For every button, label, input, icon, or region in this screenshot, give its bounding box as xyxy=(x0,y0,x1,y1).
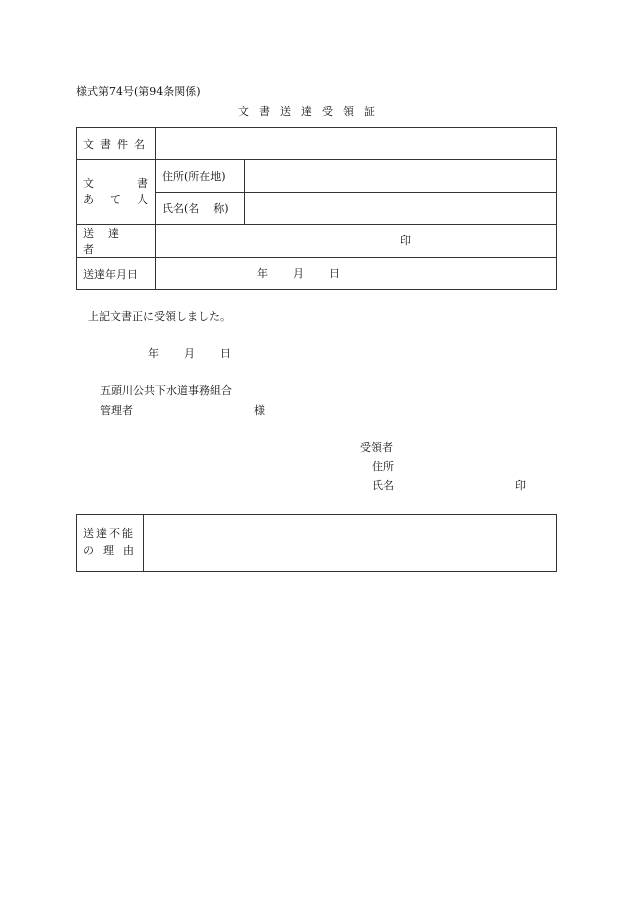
received-statement: 上記文書正に受領しました。 xyxy=(88,310,231,323)
sender-seal: 印 xyxy=(400,234,411,247)
date-row xyxy=(77,258,557,290)
reason-label-line1: 送達不能 xyxy=(83,527,135,540)
reason-field[interactable] xyxy=(144,515,557,572)
manager-label: 管理者 xyxy=(100,404,133,417)
reason-label-char: 理 xyxy=(103,544,114,557)
recipient-address-row xyxy=(77,160,557,193)
recipient-label-char: あ xyxy=(83,193,94,206)
receiver-name-label: 氏名 xyxy=(372,479,394,492)
receipt-year: 年 xyxy=(148,347,159,360)
document-title: 文書送達受領証 xyxy=(238,105,385,118)
manager-honorific: 様 xyxy=(254,404,265,417)
form-reference: 様式第74号(第94条関係) xyxy=(76,85,201,98)
date-year: 年 xyxy=(257,267,268,280)
doc-name-row xyxy=(77,128,557,160)
name-label-part: 称) xyxy=(213,202,229,216)
recipient-label xyxy=(77,160,156,225)
association-name: 五頭川公共下水道事務組合 xyxy=(100,384,232,397)
reason-row xyxy=(77,515,557,572)
delivery-table xyxy=(76,127,557,290)
address-label: 住所(所在地) xyxy=(156,160,245,193)
undeliverable-table xyxy=(76,514,557,572)
reason-label xyxy=(77,515,144,572)
reason-label-char: 由 xyxy=(123,544,134,557)
date-month: 月 xyxy=(293,267,304,280)
recipient-label-char: 書 xyxy=(137,177,148,190)
name-field[interactable] xyxy=(245,192,557,225)
name-label-part: 氏名(名 xyxy=(162,202,200,216)
sender-field[interactable] xyxy=(156,225,557,258)
name-label xyxy=(156,192,245,225)
receipt-month: 月 xyxy=(184,347,195,360)
receipt-day: 日 xyxy=(220,347,231,360)
sender-row xyxy=(77,225,557,258)
date-day: 日 xyxy=(329,267,340,280)
date-field[interactable] xyxy=(156,258,557,290)
receiver-address-label: 住所 xyxy=(372,460,394,473)
address-field[interactable] xyxy=(245,160,557,193)
reason-label-char: の xyxy=(83,544,94,557)
doc-name-label: 文書件名 xyxy=(77,128,156,160)
sender-label: 送達者 xyxy=(77,225,156,258)
doc-name-field[interactable] xyxy=(156,128,557,160)
recipient-label-char: 文 xyxy=(83,177,94,190)
date-label: 送達年月日 xyxy=(77,258,156,290)
receiver-seal: 印 xyxy=(515,479,526,492)
recipient-label-char: て xyxy=(110,193,121,206)
receiver-label: 受領者 xyxy=(360,441,393,454)
recipient-label-char: 人 xyxy=(137,193,148,206)
